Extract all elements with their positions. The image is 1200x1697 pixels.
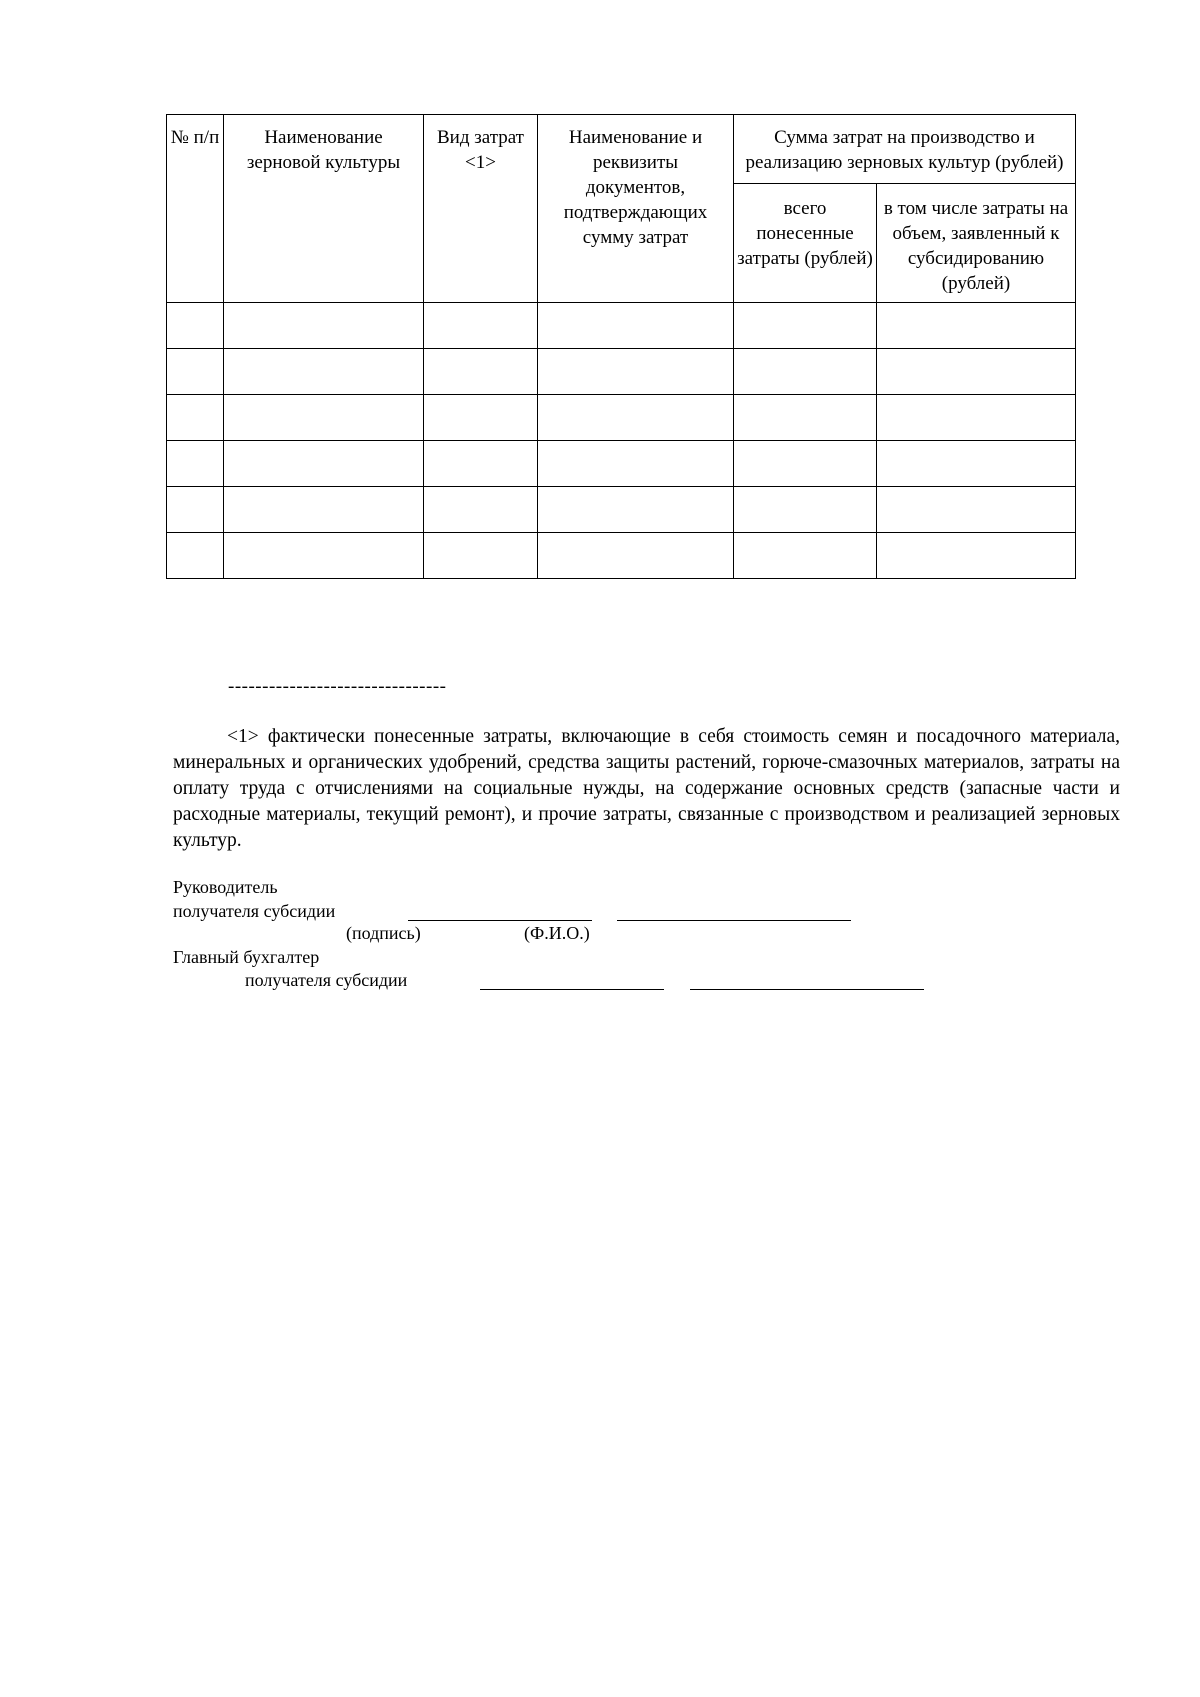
table-cell — [224, 303, 424, 349]
table-row — [167, 533, 1076, 579]
costs-table — [166, 114, 1076, 579]
table-cell — [734, 441, 877, 487]
table-cell — [538, 349, 734, 395]
accountant-name-line — [690, 989, 924, 990]
table-cell — [538, 395, 734, 441]
table-cell — [224, 487, 424, 533]
table-header-row — [167, 115, 1076, 184]
accountant-title-line1: Главный бухгалтер — [173, 947, 320, 967]
table-row — [167, 441, 1076, 487]
header-documents: Наименование и реквизиты документов, подтверждающих сумму затрат — [538, 115, 734, 303]
table-cell — [877, 395, 1076, 441]
table-cell — [877, 533, 1076, 579]
footnote-separator: -------------------------------- — [228, 676, 447, 697]
table-cell — [167, 533, 224, 579]
table-cell — [538, 533, 734, 579]
header-cost-type: Вид затрат <1> — [424, 115, 538, 303]
header-total: всего понесенные затраты (рублей) — [734, 184, 877, 303]
table-cell — [167, 441, 224, 487]
signature-caption: (подпись) — [346, 923, 421, 943]
name-caption: (Ф.И.О.) — [524, 923, 590, 943]
table-cell — [877, 441, 1076, 487]
table-cell — [424, 395, 538, 441]
table-cell — [734, 349, 877, 395]
header-num: № п/п — [167, 115, 224, 303]
table-cell — [424, 441, 538, 487]
table-row — [167, 303, 1076, 349]
head-title-line1: Руководитель — [173, 877, 278, 897]
header-subsidized: в том числе затраты на объем, заявленный к субсидированию (рублей) — [877, 184, 1076, 303]
head-name-line — [617, 920, 851, 921]
table-cell — [424, 487, 538, 533]
table-cell — [424, 533, 538, 579]
table-cell — [734, 487, 877, 533]
head-title-line2: получателя субсидии — [173, 901, 336, 921]
table-cell — [538, 441, 734, 487]
table-cell — [734, 303, 877, 349]
table-cell — [877, 303, 1076, 349]
table-cell — [877, 487, 1076, 533]
table-cell — [224, 441, 424, 487]
table-row — [167, 487, 1076, 533]
table-row — [167, 349, 1076, 395]
header-sum-group: Сумма затрат на производство и реализацию зерновых культур (рублей) — [734, 115, 1076, 184]
table-cell — [167, 303, 224, 349]
table-cell — [734, 395, 877, 441]
footnote-text: <1> фактически понесенные затраты, включающие в себя стоимость семян и посадочного материала, минеральных и органических удобрений, средства защиты растений, горюче-смазочных материалов, затраты на оплату труда с отчислениями на социальные нужды, на содержание основных средств (запасные части и расходные материалы, текущий ремонт), и прочие затраты, связанные с производством и реализацией зерновых культур. — [173, 726, 1120, 851]
head-signature-line — [408, 920, 592, 921]
table-cell — [224, 533, 424, 579]
table-cell — [538, 487, 734, 533]
table-cell — [424, 349, 538, 395]
table-cell — [734, 533, 877, 579]
table-cell — [877, 349, 1076, 395]
accountant-title-line2: получателя субсидии — [245, 970, 408, 990]
table-body — [167, 303, 1076, 579]
table-cell — [167, 487, 224, 533]
table-cell — [224, 349, 424, 395]
table-cell — [167, 349, 224, 395]
table-cell — [424, 303, 538, 349]
header-crop: Наименование зерновой культуры — [224, 115, 424, 303]
accountant-signature-line — [480, 989, 664, 990]
table-cell — [224, 395, 424, 441]
table-row — [167, 395, 1076, 441]
table-cell — [167, 395, 224, 441]
table-cell — [538, 303, 734, 349]
